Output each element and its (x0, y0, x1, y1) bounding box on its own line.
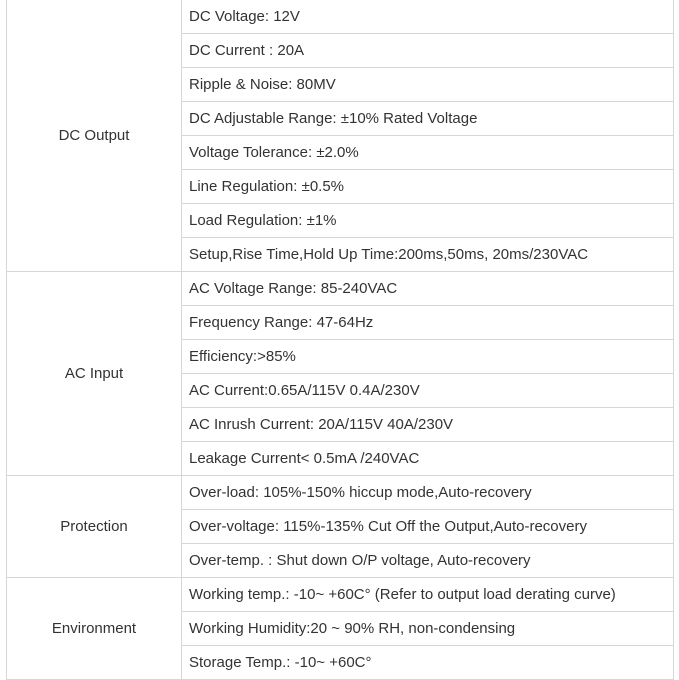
spec-value: Ripple & Noise: 80MV (182, 68, 674, 102)
spec-value: Storage Temp.: -10~ +60C° (182, 646, 674, 680)
group-label-environment: Environment (7, 578, 182, 680)
spec-value: AC Voltage Range: 85-240VAC (182, 272, 674, 306)
spec-value: DC Voltage: 12V (182, 0, 674, 34)
table-row (7, 476, 674, 510)
spec-value: Line Regulation: ±0.5% (182, 170, 674, 204)
spec-value: Leakage Current< 0.5mA /240VAC (182, 442, 674, 476)
spec-value: Voltage Tolerance: ±2.0% (182, 136, 674, 170)
spec-value: AC Inrush Current: 20A/115V 40A/230V (182, 408, 674, 442)
spec-value: Efficiency:>85% (182, 340, 674, 374)
spec-value: Over-temp. : Shut down O/P voltage, Auto-recovery (182, 544, 674, 578)
spec-value: Load Regulation: ±1% (182, 204, 674, 238)
spec-value: DC Adjustable Range: ±10% Rated Voltage (182, 102, 674, 136)
group-label-protection: Protection (7, 476, 182, 578)
group-label-ac-input: AC Input (7, 272, 182, 476)
spec-value: DC Current : 20A (182, 34, 674, 68)
table-row (7, 272, 674, 306)
spec-value: Over-load: 105%-150% hiccup mode,Auto-recovery (182, 476, 674, 510)
spec-value: Setup,Rise Time,Hold Up Time:200ms,50ms, 20ms/230VAC (182, 238, 674, 272)
spec-value: AC Current:0.65A/115V 0.4A/230V (182, 374, 674, 408)
spec-value: Working Humidity:20 ~ 90% RH, non-condensing (182, 612, 674, 646)
table-row (7, 0, 674, 34)
group-label-dc-output: DC Output (7, 0, 182, 272)
spec-table (6, 0, 674, 680)
table-row (7, 578, 674, 612)
spec-value: Working temp.: -10~ +60C° (Refer to output load derating curve) (182, 578, 674, 612)
spec-value: Frequency Range: 47-64Hz (182, 306, 674, 340)
spec-value: Over-voltage: 115%-135% Cut Off the Output,Auto-recovery (182, 510, 674, 544)
